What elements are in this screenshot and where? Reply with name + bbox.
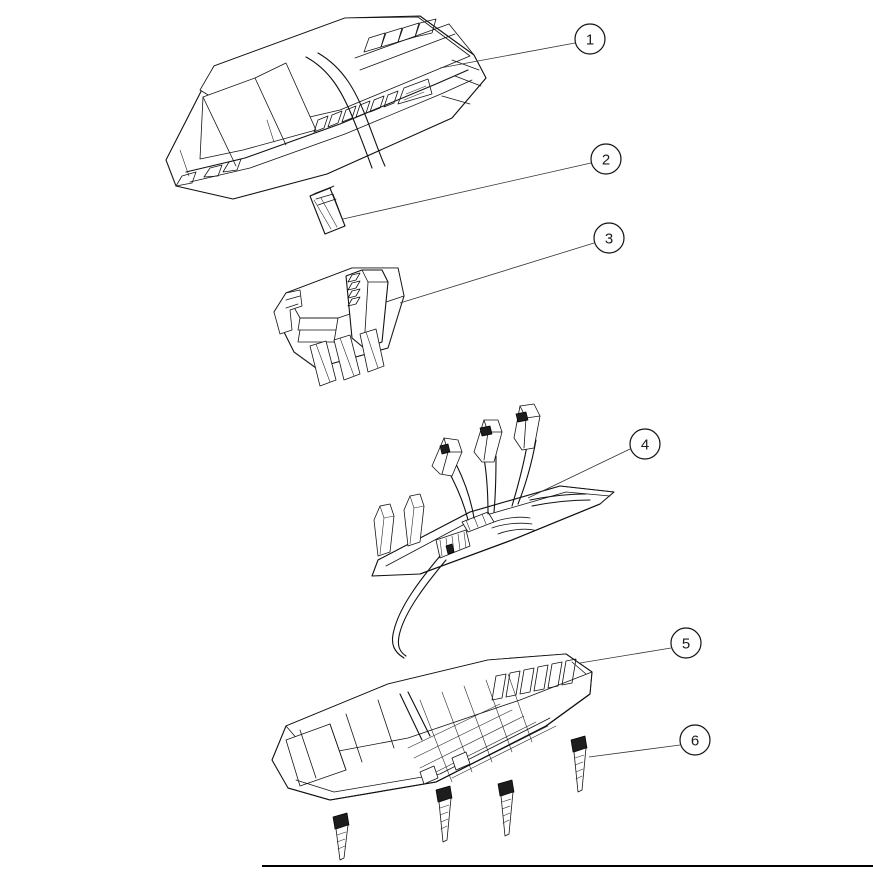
callout-3-leader	[400, 243, 594, 303]
callout-3-label: 3	[604, 230, 614, 248]
callout-6	[589, 725, 710, 757]
callout-5-label: 5	[681, 635, 691, 653]
screw-3	[436, 786, 452, 842]
callout-1-label: 1	[585, 31, 595, 49]
callout-6-leader	[589, 745, 680, 757]
part-upper-housing-cover	[166, 16, 486, 199]
callout-2-label: 2	[601, 151, 611, 169]
part-lower-housing-base	[272, 654, 592, 800]
part-light-pipe-strip	[310, 186, 345, 234]
screw-2	[498, 780, 514, 836]
part-connector-block	[274, 268, 404, 386]
callout-5	[580, 628, 701, 663]
callout-6-label: 6	[690, 732, 700, 750]
callout-5-leader	[580, 648, 671, 663]
screw-1	[571, 736, 587, 792]
callout-3	[400, 223, 624, 303]
callout-4	[528, 429, 660, 498]
callout-2-leader	[343, 163, 591, 219]
part-wiring-harness-plate	[372, 404, 614, 658]
callout-2	[343, 144, 621, 219]
screw-4	[333, 813, 349, 860]
callout-4-label: 4	[640, 436, 650, 454]
